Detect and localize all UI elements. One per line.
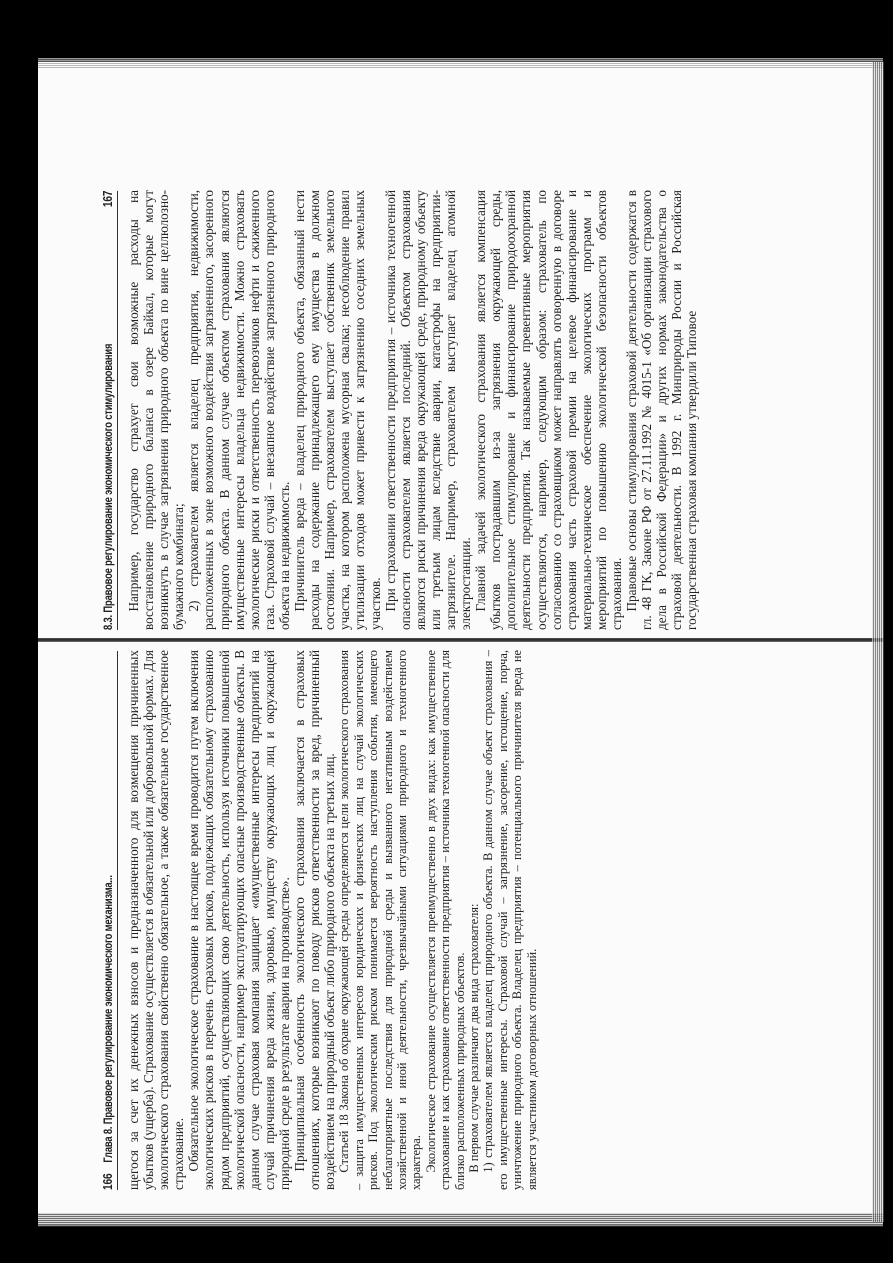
body-text xyxy=(126,650,539,1190)
paragraph: 2) страхователем является владелец предприятия, недвижимости, расположенных в зоне возможного воздействия загрязненного, засоренного природного объекта. В данном случае объектом страхования являются имущественные интересы владельца недвижимости. Можно страховать экологические риски и ответственность перевозчиков нефти и сжиженного газа. Страховой случай – внезапное воздействие загрязненного природного объекта на недвижимость. xyxy=(186,190,292,630)
paragraph: Причинитель вреда – владелец природного объекта, обязанный нести расходы на содержание принадлежащего ему имущества в должном состоянии. Например, страхователем выступает собственник земельного участка, на котором расположена мусорная свалка; несоблюдение правил утилизации отходов может привести к загрязнению соседних земельных участков. xyxy=(292,190,383,630)
book-binding xyxy=(38,638,883,642)
body-text xyxy=(126,190,700,630)
paragraph: Статьей 18 Закона об охране окружающей среды определяются цели экологического страхования – защита имущественных интересов юридических и физических лиц на случай экологических рисков. Под экологическим риском понимается вероятность наступления события, имеющего неблагоприятные последствия для природной среды и вызванного негативным воздействием хозяйственной и иной деятельности, чрезвычайными ситуациями природного и техногенного характера. xyxy=(337,650,424,1190)
paragraph: В первом случае различают два вида страхователя: xyxy=(466,903,481,1173)
paragraph: щегося за счет их денежных взносов и предназначенного для возмещения причиненных убытков (ущерба). Страхование осуществляется в обязательной или добровольной формах. Для экологического страхования свойственно обязательное, а также обязательное государственное страхование. xyxy=(126,650,187,1190)
page-number: 167 xyxy=(100,190,115,208)
paragraph: Принципиальная особенность экологического страхования заключается в страховых отношениях, которые возникают по поводу рисков ответственности за вред, причиненный воздействием на природный объект либо природного объекта на третьих лиц. xyxy=(292,650,338,1190)
paragraph: Главной задачей экологического страхования является компенсация убытков пострадавшим из-за загрязнения окружающей среды, дополнительное стимулирование и финансирование природоохранной деятельности предприятия. Так называемые превентивные мероприятия осуществляются, например, следующим образом: страхователь по согласованию со страховщиком может направлять оговоренную в договоре страхования часть страховой премии на целевое финансирование и материально-техническое обеспечение экологических программ и мероприятий по повышению экологической безопасности объектов страхования. xyxy=(473,190,624,630)
paragraph: Обязательное экологическое страхование в настоящее время проводится путем включения экологических рисков в перечень страховых рисков, подлежащих обязательному страхованию рядом предприятий, осуществляющих свою деятельность, используя источники повышенной экологической опасности, например эксплуатирующих опасные производственные объекты. В данном случае страховая компания защищает «имущественные интересы предприятий на случай причинения вреда жизни, здоровью, имуществу окружающих лиц и окружающей природной среде в результате аварии на производстве». xyxy=(186,650,292,1190)
paragraph: 1) страхователем является владелец природного объекта. В данном случае объект страхования – его имущественные интересы. Страховой случай – загрязнение, засорение, истощение, порча, уничтожение природного объекта. Владелец предприятия – потенциального причинителя вреда не является участником договорных отношений. xyxy=(481,650,539,1190)
page-167 xyxy=(100,190,840,630)
header-title: Глава 8. Правовое регулирование экономического механизма... xyxy=(101,875,115,1163)
page-166 xyxy=(100,650,840,1190)
running-header xyxy=(100,191,118,630)
page-edge-top xyxy=(38,58,883,68)
paragraph: Правовые основы стимулирования страховой деятельности содержатся в гл. 48 ГК, Законе РФ от 27.11.1992 № 4015-1 «Об организации страхового дела в Российской Федерации» и других нормах законодательства о страховой деятельности. В 1992 г. Минприроды России и Российская государственная страховая компания утвердили Типовое xyxy=(624,190,700,630)
paragraph: Например, государство страхует свои возможные расходы на восстановление природного баланса в озере Байкал, которые могут возникнуть в случае загрязнения природного объекта по вине целлюлозно-бумажного комбината; xyxy=(126,190,187,630)
running-header xyxy=(100,651,118,1190)
paragraph: Экологическое страхование осуществляется преимущественно в двух видах: как имущественное страхование и как страхование ответственности предприятия – источника техногенной опасности для близко расположенных природных объектов. xyxy=(423,650,467,1190)
page-number: 166 xyxy=(100,1173,115,1190)
page-edge-bottom xyxy=(38,1213,883,1227)
paragraph: При страховании ответственности предприятия – источника техногенной опасности страхователем является последний. Объектом страхования являются риски причинения вреда окружающей среде, природному объекту или третьим лицам вследствие аварии, катастрофы на предприятии-загрязнителе. Например, страхователем выступает владелец атомной электростанции. xyxy=(382,190,474,630)
header-title: 8.3. Правовое регулирование экономического стимулирования xyxy=(101,343,115,630)
page-edge-right xyxy=(872,62,884,1222)
